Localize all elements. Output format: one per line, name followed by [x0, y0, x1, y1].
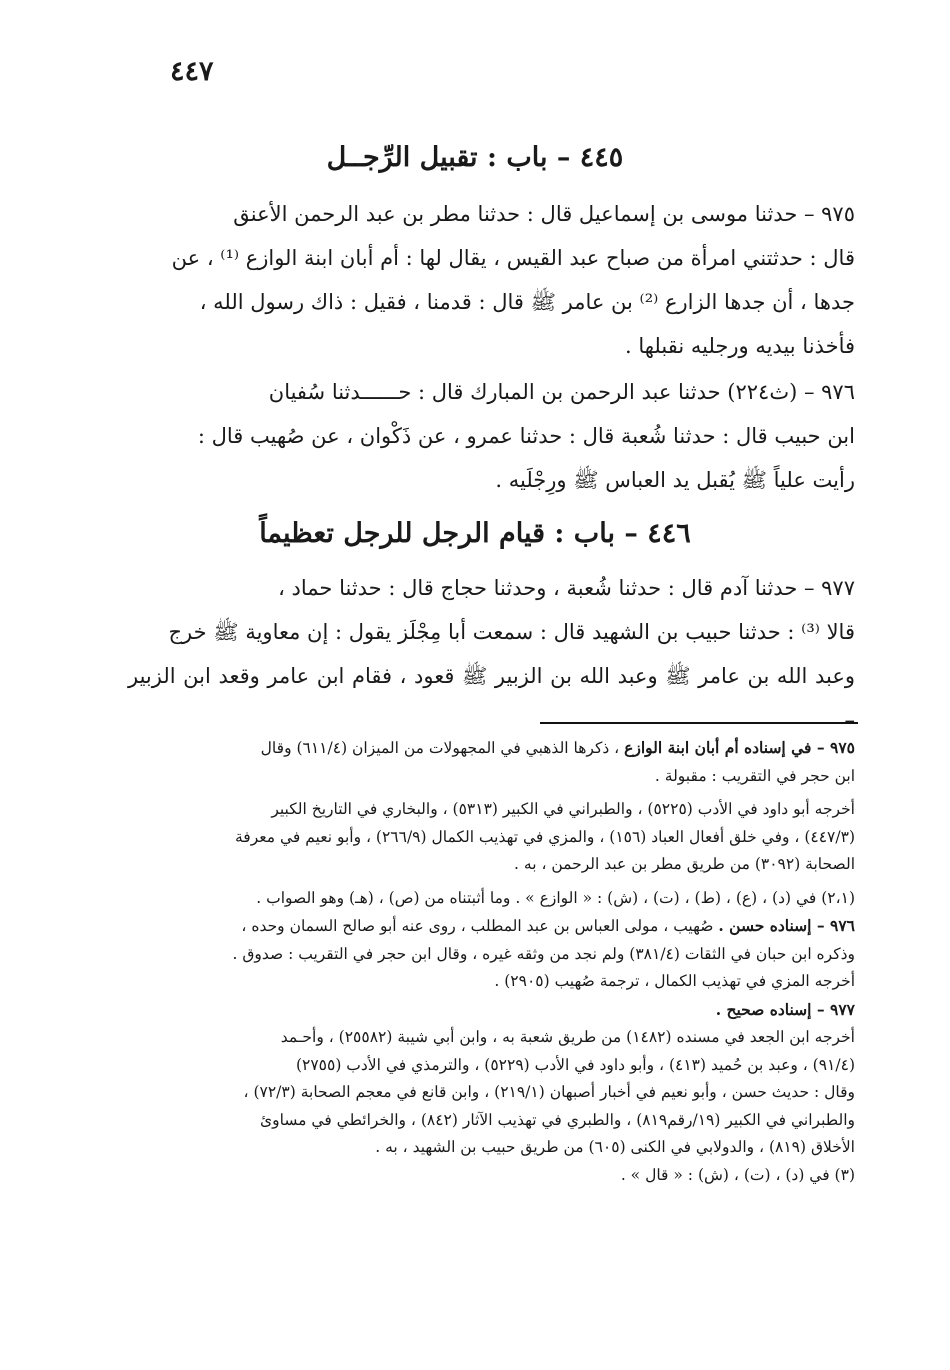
hadith-976-line: ابن حبيب قال : حدثنا شُعبة قال : حدثنا عمرو ، عن ذَكْوان ، عن صُهيب قال : [197, 424, 855, 448]
footnote-977 [128, 996, 855, 1025]
hadith-976-line: ٩٧٦ – (ث٢٢٤) حدثنا عبد الرحمن بن المبارك قال : حــــــدثنا سُفيان [268, 380, 855, 404]
footnote-977-line: (٩١/٤) ، وعبد بن حُميد (٤١٣) ، وأبو داود في الأدب (٥٢٢٩) ، والترمذي في الأدب (٢٧٥٥) [295, 1055, 855, 1074]
footnote-975-takhrij: أخرجه أبو داود في الأدب (٥٢٢٥) ، والطبراني في الكبير (٥٣١٣) ، والبخاري في التاريخ الكبير [271, 800, 855, 818]
footnote-3: (٣) في (د) ، (ت) ، (ش) : « قال » . [620, 1165, 855, 1184]
footnote-975 [128, 734, 855, 763]
footnote-975-text: ، ذكرها الذهبي في المجهولات من الميزان (٦١١/٤) وقال [260, 739, 620, 757]
chapter-446-heading: ٤٤٦ – باب : قيام الرجل للرجل تعظيماً [259, 518, 691, 549]
footnote-976 [128, 912, 855, 941]
hadith-977 [128, 566, 855, 742]
hadith-975-line: ٩٧٥ – حدثنا موسى بن إسماعيل قال : حدثنا مطر بن عبد الرحمن الأعنق [233, 202, 855, 226]
footnotes [128, 734, 855, 1189]
footnote-1-2: (٢،١) في (د) ، (ع) ، (ط) ، (ت) ، (ش) : « الوازع » . وما أثبتناه من (ص) ، (هـ) وهو الصواب . [256, 888, 855, 907]
hadith-977-line: ٩٧٧ – حدثنا آدم قال : حدثنا شُعبة ، وحدثنا حجاج قال : حدثنا حماد ، [278, 576, 855, 600]
footnote-977-line: والطبراني في الكبير (١٩/رقم٨١٩) ، والطبري في تهذيب الآثار (٨٤٢) ، والخرائطي في مساوئ [260, 1110, 855, 1129]
hadith-975-line: فأخذنا بيديه ورجليه نقبلها . [624, 334, 855, 358]
footnote-separator [540, 722, 858, 724]
footnote-975-takhrij: الصحابة (٣٠٩٢) من طريق مطر بن عبد الرحمن ، به . [514, 855, 855, 873]
footnote-977-line: وقال : حديث حسن ، وأبو نعيم في أخبار أصبهان (٢١٩/١) ، وابن قانع في معجم الصحابة (٧٢/٣) ، [243, 1083, 855, 1101]
footnote-975-label: ٩٧٥ – في إسناده أم أبان ابنة الوازع [624, 738, 855, 757]
footnote-976-line: أخرجه المزي في تهذيب الكمال ، ترجمة صُهيب (٢٩٠٥) . [494, 972, 855, 990]
footnote-975-takhrij: (٤٤٧/٣) ، وفي خلق أفعال العباد (١٥٦) ، والمزي في تهذيب الكمال (٢٦٦/٩) ، وأبو نعيم في معرفة [235, 827, 855, 846]
page-number: ٤٤٧ [170, 56, 214, 87]
hadith-975 [128, 192, 855, 368]
hadith-975-line: جدها ، أن جدها الزارع ⁽²⁾ بن عامر ﷺ قال : قدمنا ، فقيل : ذاك رسول الله ، [199, 290, 855, 314]
footnote-976-line: وذكره ابن حبان في الثقات (٣٨١/٤) ولم نجد من وثقه غيره ، وقال ابن حجر في التقريب : صدوق . [232, 944, 855, 963]
footnote-977-line: أخرجه ابن الجعد في مسنده (١٤٨٢) من طريق شعبة به ، وابن أبي شيبة (٢٥٥٨٢) ، وأحـمد [280, 1028, 855, 1046]
footnote-977-line: الأخلاق (٨١٩) ، والدولابي في الكنى (٦٠٥) من طريق حبيب بن الشهيد ، به . [375, 1138, 855, 1156]
hadith-977-line: قالا ⁽³⁾ : حدثنا حبيب بن الشهيد قال : سمعت أبا مِجْلَز يقول : إن معاوية ﷺ خرج [168, 620, 855, 644]
hadith-976 [128, 370, 855, 502]
hadith-977-line: وعبد الله بن عامر ﷺ وعبد الله بن الزبير ﷺ قعود ، فقام ابن عامر وقعد ابن الزبير – [128, 664, 855, 732]
footnote-976-text: صُهيب ، مولى العباس بن عبد المطلب ، روى عنه أبو صالح السمان وحده ، [241, 917, 714, 935]
footnote-975-line: ابن حجر في التقريب : مقبولة . [654, 766, 855, 785]
chapter-445-heading: ٤٤٥ – باب : تقبيل الرِّجــل [326, 142, 624, 173]
footnote-976-label: ٩٧٦ – إسناده حسن . [718, 916, 855, 935]
footnote-977-label: ٩٧٧ – إسناده صحيح . [715, 999, 855, 1019]
hadith-976-line: رأيت علياً ﷺ يُقبل يد العباس ﷺ ورِجْلَيه . [495, 468, 855, 492]
hadith-975-line: قال : حدثتني امرأة من صباح عبد القيس ، يقال لها : أم أبان ابنة الوازع ⁽¹⁾ ، عن [171, 246, 855, 270]
